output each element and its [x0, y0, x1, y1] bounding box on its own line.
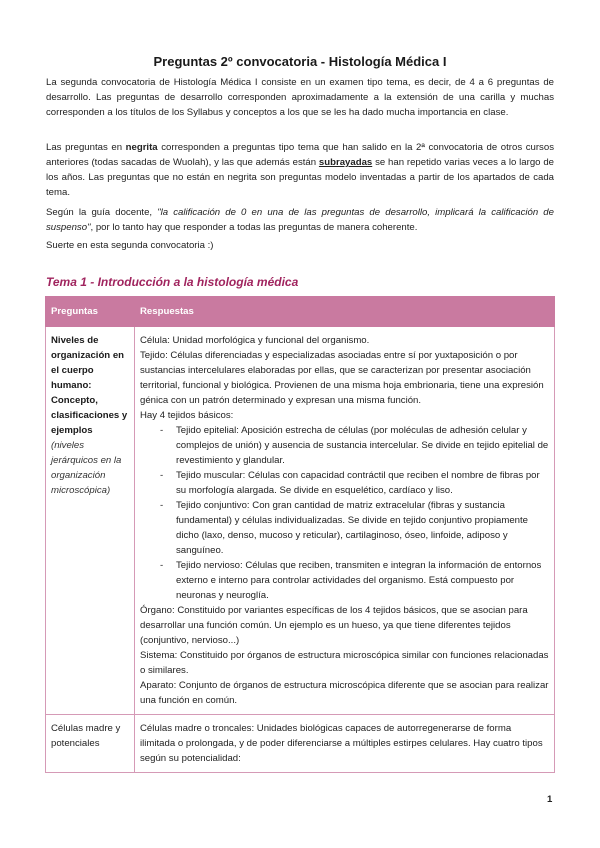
questions-table: [45, 296, 555, 773]
answer-celulas-madre: Células madre o troncales: Unidades biológicas capaces de autorregenerarse de forma ilimitada o prolongada, y de poder diferenciarse a múltiples estirpes celulares. Hay cuatro tipos según su potencialidad:: [140, 723, 543, 764]
p3-text-a: Según la guía docente,: [46, 207, 158, 218]
table-row: [46, 327, 555, 715]
p3-quote: "la calificación de 0 en una de las preguntas de desarrollo, implicará la calificación de suspenso": [46, 207, 554, 233]
list-item: [140, 558, 549, 603]
table-header-row: [46, 297, 555, 327]
question-cell: Células madre y potenciales: [46, 715, 135, 773]
item-muscular: Tejido muscular: Células con capacidad contráctil que reciben el nombre de fibras por su morfología alargada. Se divide en esquelético, cardíaco y liso.: [176, 470, 540, 496]
answer-aparato: Aparato: Conjunto de órganos de estructura microscópica diferente que se asocian para realizar una función en común.: [140, 680, 549, 706]
answer-cell: [135, 715, 555, 773]
table-row: [46, 715, 555, 773]
page-number: 1: [547, 794, 553, 805]
list-item: [140, 498, 549, 558]
section-title: Tema 1 - Introducción a la histología médica: [46, 275, 299, 289]
intro-paragraph-2: [46, 140, 554, 200]
answer-cell: [135, 327, 555, 715]
intro-paragraph-1: La segunda convocatoria de Histología Médica I consiste en un examen tipo tema, es decir, de 4 a 6 preguntas de desarrollo. Las preguntas de desarrollo corresponden aproximadamente a la extensión de una carilla y muchas corresponden a los títulos de los Syllabus y conceptos a los que se les ha dado mucha importancia en clase.: [46, 77, 554, 118]
item-conjuntivo: Tejido conjuntivo: Con gran cantidad de matriz extracelular (fibras y sustancia fundamental) y células individualizadas. Se divide en tejido conjuntivo propiamente dicho (laxo, denso, mucoso y reticular), cartilaginoso, óseo, linfoide, adiposo y sanguíneo.: [176, 500, 528, 556]
p3-text-c: , por lo tanto hay que responder a todas las preguntas de manera coherente.: [90, 222, 418, 233]
p2-text-c: corresponden a preguntas tipo tema que han salido en la 2ª convocatoria de otros cursos anteriores (todas sacadas de Wuolah), y las que además están: [46, 142, 554, 168]
list-item: [140, 468, 549, 498]
answer-hay4: Hay 4 tejidos básicos:: [140, 410, 234, 421]
list-item: [140, 423, 549, 468]
page-title: Preguntas 2º convocatoria - Histología Médica I: [153, 54, 447, 69]
question-italic: (niveles jerárquicos en la organización microscópica): [51, 440, 122, 496]
question-bold: Niveles de organización en el cuerpo humano: Concepto, clasificaciones y ejemplos: [51, 335, 128, 436]
intro-paragraph-3: [46, 205, 554, 235]
question-cell: [46, 327, 135, 715]
list-dash: -: [160, 500, 164, 511]
p2-text-a: Las preguntas en: [46, 142, 126, 153]
p2-text-e: se han repetido varias veces a lo largo de los años. Las preguntas que no están en negrita son preguntas modelo inventadas a partir de los apartados de cada tema.: [46, 157, 554, 198]
item-nervioso: Tejido nervioso: Células que reciben, transmiten e integran la información de entornos externo e interno para controlar actividades del organismo. Está compuesto por neuronas y neuroglía.: [176, 560, 542, 601]
list-dash: -: [160, 470, 164, 481]
header-preguntas: Preguntas: [46, 297, 135, 327]
tissue-list: [140, 423, 549, 603]
item-epitelial: Tejido epitelial: Aposición estrecha de células (por moléculas de adhesión celular y complejos de unión) y ausencia de sustancia intercelular. Se divide en tejido epitelial de revestimiento y glandular.: [176, 425, 549, 466]
p2-bold-word: negrita: [125, 142, 158, 153]
list-dash: -: [160, 560, 164, 571]
header-respuestas: Respuestas: [135, 297, 555, 327]
answer-organo: Órgano: Constituido por variantes específicas de los 4 tejidos básicos, que se asocian para desarrollar una función común. Un ejemplo es un hueso, ya que tiene diferentes tejidos (conjuntivo, nervioso...): [140, 605, 528, 646]
answer-tejido: Tejido: Células diferenciadas y especializadas asociadas entre sí por yuxtaposición o por sustancias intercelulares elaboradas por ellas, que se caracterizan por presentar asociación territorial, funcional y biológica. Provienen de una misma hoja embrionaria, tiene una expresión génica con un patrón determinado y expresan una misma función.: [140, 350, 544, 406]
intro-paragraph-4: Suerte en esta segunda convocatoria :): [46, 240, 214, 251]
answer-celula: Célula: Unidad morfológica y funcional del organismo.: [140, 335, 370, 346]
list-dash: -: [160, 425, 164, 436]
answer-sistema: Sistema: Constituido por órganos de estructura microscópica similar con funciones relacionadas o similares.: [140, 650, 549, 676]
p2-underlined-word: subrayadas: [318, 157, 373, 168]
